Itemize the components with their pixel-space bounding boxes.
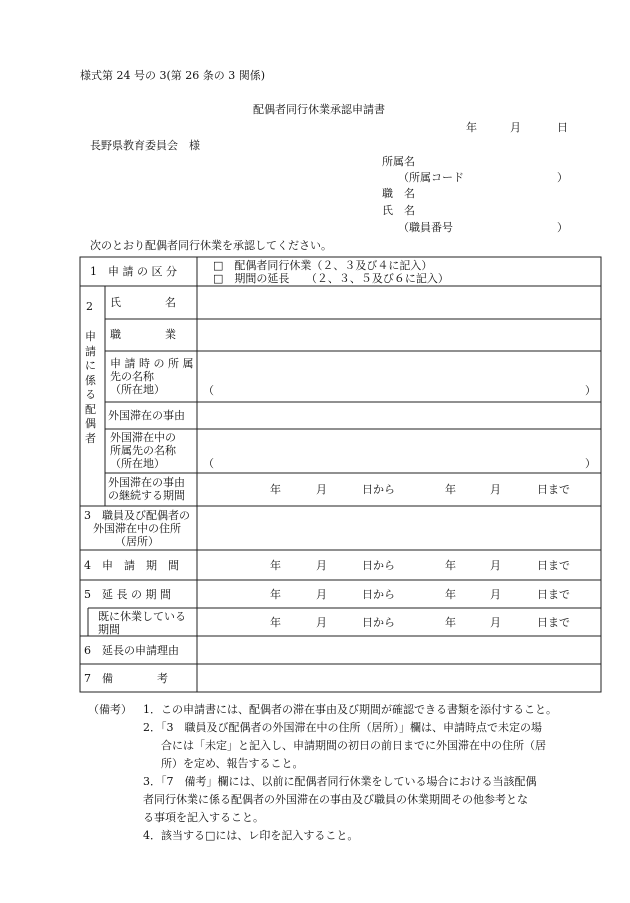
section-2-vertical-label xyxy=(85,330,97,446)
application-type-label: 1 申 請 の 区 分 xyxy=(90,265,177,278)
period-to-day: 日まで xyxy=(537,616,570,629)
vertical-char: 者 xyxy=(85,431,96,445)
vertical-char: 請 xyxy=(85,344,96,358)
date-day-label: 日 xyxy=(557,121,568,134)
date-year-label: 年 xyxy=(466,121,477,134)
extension-period-label: 5 延 長 の 期 間 xyxy=(84,588,171,601)
date-month-label: 月 xyxy=(510,121,521,134)
spouse-name-label: 氏 名 xyxy=(110,296,176,309)
already-on-leave-label: 既に休業している 期間 xyxy=(98,610,186,636)
note-line: 4．該当する□には、レ印を記入すること。 xyxy=(143,829,359,842)
period-year: 年 xyxy=(445,616,456,629)
form-title: 配偶者同行休業承認申請書 xyxy=(253,103,385,116)
period-month: 月 xyxy=(490,588,501,601)
period-year: 年 xyxy=(445,559,456,572)
staff-number-close: ） xyxy=(557,221,568,234)
intro-text: 次のとおり配偶者同行休業を承認してください。 xyxy=(90,239,332,252)
period-to-day: 日まで xyxy=(537,483,570,496)
vertical-char: 偶 xyxy=(85,417,96,430)
notes-heading: （備考） xyxy=(88,703,132,716)
position-label: 職 名 xyxy=(382,187,415,200)
current-org-paren-close: ） xyxy=(585,384,596,397)
affiliation-label: 所属名 xyxy=(382,155,415,168)
period-to-day: 日まで xyxy=(537,588,570,601)
note-line: る事項を記入すること。 xyxy=(143,811,264,824)
period-month: 月 xyxy=(490,483,501,496)
staff-number-label: （職員番号 xyxy=(398,221,453,234)
period-month: 月 xyxy=(316,616,327,629)
stay-continuation-label: 外国滞在の事由 の継続する期間 xyxy=(108,476,185,502)
period-month: 月 xyxy=(316,483,327,496)
period-year: 年 xyxy=(445,483,456,496)
vertical-char: 配 xyxy=(85,402,96,416)
period-year: 年 xyxy=(445,588,456,601)
affiliation-code-label: （所属コード xyxy=(398,171,464,184)
option-extension[interactable]: □ 期間の延長 （２、３、５及び６に記入） xyxy=(213,272,449,285)
period-month: 月 xyxy=(316,588,327,601)
note-line: 所）を定め、報告すること。 xyxy=(161,757,304,770)
period-month: 月 xyxy=(490,559,501,572)
note-line: 者同行休業に係る配偶者の外国滞在の事由及び職員の休業期間その他参考とな xyxy=(143,793,528,806)
period-month: 月 xyxy=(490,616,501,629)
period-from-day: 日から xyxy=(362,559,395,572)
name-label: 氏 名 xyxy=(382,204,415,217)
abroad-org-paren-open: （ xyxy=(203,457,214,470)
vertical-char: に xyxy=(85,359,96,372)
vertical-char: る xyxy=(85,388,96,401)
section-2-number: 2 xyxy=(86,300,93,313)
period-year: 年 xyxy=(270,483,281,496)
period-year: 年 xyxy=(270,588,281,601)
note-line: 2．「3 職員及び配偶者の外国滞在中の住所（居所）」欄は、申請時点で未定の場 xyxy=(143,721,542,734)
option-spousal-leave[interactable]: □ 配偶者同行休業（２、３及び４に記入） xyxy=(213,259,433,272)
vertical-char: 申 xyxy=(85,330,96,343)
note-line: 3．「7 備考」欄には、以前に配偶者同行休業をしている場合における当該配偶 xyxy=(143,775,537,788)
abroad-org-paren-close: ） xyxy=(585,457,596,470)
affiliation-code-close: ） xyxy=(557,171,568,184)
spouse-occupation-label: 職 業 xyxy=(110,328,176,341)
period-year: 年 xyxy=(270,559,281,572)
current-org-label: 申 請 時 の 所 属 先の名称 （所在地） xyxy=(110,357,194,396)
note-line: 1．この申請書には、配偶者の滞在事由及び期間が確認できる書類を添付すること。 xyxy=(143,703,557,716)
period-year: 年 xyxy=(270,616,281,629)
period-month: 月 xyxy=(316,559,327,572)
addressee: 長野県教育委員会 様 xyxy=(90,139,200,152)
abroad-org-label: 外国滞在中の 所属先の名称 （所在地） xyxy=(110,431,176,470)
note-line: 合には「未定」と記入し、申請期間の初日の前日までに外国滞在中の住所（居 xyxy=(161,739,546,752)
current-org-paren-open: （ xyxy=(203,384,214,397)
stay-reason-label: 外国滞在の事由 xyxy=(108,409,185,422)
overseas-address-label: 3 職員及び配偶者の 外国滞在中の住所 （居所） xyxy=(84,509,190,548)
vertical-char: 係 xyxy=(85,373,96,387)
period-from-day: 日から xyxy=(362,616,395,629)
application-period-label: 4 申 請 期 間 xyxy=(84,559,179,572)
remarks-label: 7 備 考 xyxy=(84,672,168,685)
form-number: 様式第 24 号の 3(第 26 条の 3 関係) xyxy=(80,69,266,82)
period-from-day: 日から xyxy=(362,483,395,496)
period-to-day: 日まで xyxy=(537,559,570,572)
extension-reason-label: 6 延長の申請理由 xyxy=(84,644,179,657)
period-from-day: 日から xyxy=(362,588,395,601)
